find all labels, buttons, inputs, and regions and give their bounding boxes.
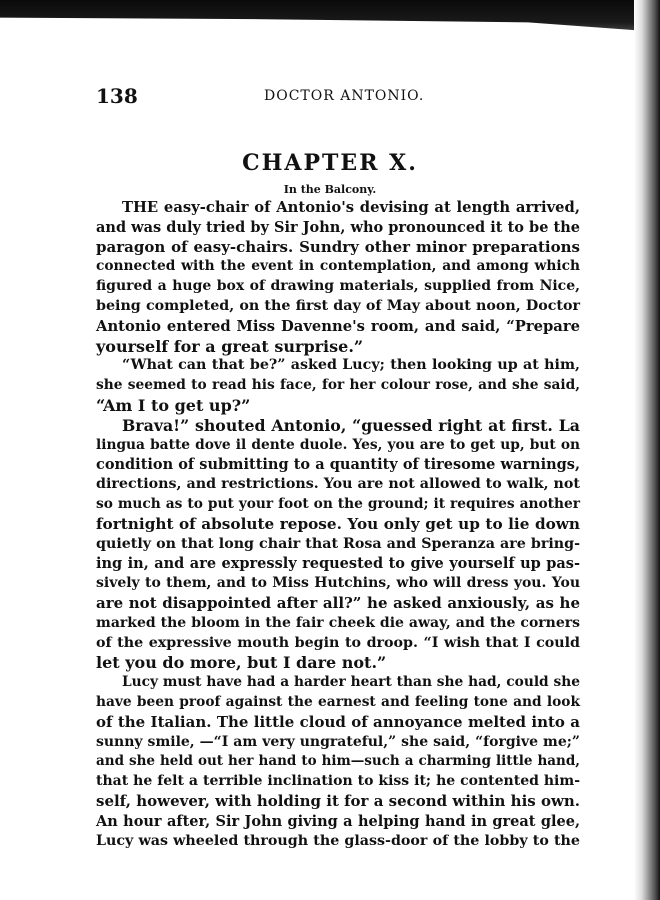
text-line: that he felt a terrible inclination to kiss it; he contented him- xyxy=(96,773,580,790)
text-line: have been proof against the earnest and feeling tone and look xyxy=(96,693,580,710)
text-line: marked the bloom in the fair cheek die away, and the corners xyxy=(96,614,580,631)
text-line: Lucy must have had a harder heart than she had, could she xyxy=(122,674,580,691)
body-text xyxy=(96,198,580,851)
text-line: ing in, and are expressly requested to give yourself up pas- xyxy=(96,555,580,573)
text-line: sively to them, and to Miss Hutchins, who will dress you. You xyxy=(96,575,580,592)
text-line: directions, and restrictions. You are not allowed to walk, not xyxy=(96,476,580,493)
text-line: “What can that be?” asked Lucy; then looking up at him, xyxy=(122,357,580,374)
text-line: of the expressive mouth begin to droop. “I wish that I could xyxy=(96,634,580,651)
running-title: DOCTOR ANTONIO. xyxy=(264,88,425,104)
text-line: paragon of easy-chairs. Sundry other minor preparations xyxy=(96,237,580,256)
text-line: THE easy-chair of Antonio's devising at length arrived, xyxy=(122,199,580,216)
text-line: fortnight of absolute repose. You only get up to lie down xyxy=(96,514,580,533)
text-line: let you do more, but I dare not.” xyxy=(96,653,387,673)
text-line: being completed, on the first day of May about noon, Doctor xyxy=(96,297,580,314)
page-number: 138 xyxy=(96,84,138,108)
text-line: figured a huge box of drawing materials, supplied from Nice, xyxy=(96,278,580,295)
text-line: and she held out her hand to him—such a charming little hand, xyxy=(96,753,580,770)
text-line: Lucy was wheeled through the glass-door of the lobby to the xyxy=(96,832,580,849)
text-line: she seemed to read his face, for her colour rose, and she said, xyxy=(96,377,580,394)
text-line: Antonio entered Miss Davenne's room, and said, “Prepare xyxy=(96,317,580,335)
text-line: yourself for a great surprise.” xyxy=(96,336,364,356)
text-line: lingua batte dove il dente duole. Yes, you are to get up, but on xyxy=(96,436,580,453)
text-line: “Am I to get up?” xyxy=(96,395,251,415)
text-line: are not disappointed after all?” he asked anxiously, as he xyxy=(96,593,580,612)
text-line: and was duly tried by Sir John, who pronounced it to be the xyxy=(96,218,580,236)
text-line: condition of submitting to a quantity of tiresome warnings, xyxy=(96,456,580,474)
text-line: of the Italian. The little cloud of annoyance melted into a xyxy=(96,712,580,731)
text-line: self, however, with holding it for a second within his own. xyxy=(96,791,580,810)
text-line: sunny smile, —“I am very ungrateful,” she said, “forgive me;” xyxy=(96,733,580,750)
running-head xyxy=(96,84,616,108)
text-line: Brava!” shouted Antonio, “guessed right at first. La xyxy=(122,415,580,435)
text-line: so much as to put your foot on the ground; it requires another xyxy=(96,495,580,512)
chapter-subtitle: In the Balcony. xyxy=(283,183,377,196)
text-line: An hour after, Sir John giving a helping hand in great glee, xyxy=(96,812,580,830)
chapter-title: CHAPTER X. xyxy=(242,150,418,176)
text-line: quietly on that long chair that Rosa and Speranza are bring- xyxy=(96,535,580,552)
text-line: connected with the event in contemplation, and among which xyxy=(96,258,580,275)
